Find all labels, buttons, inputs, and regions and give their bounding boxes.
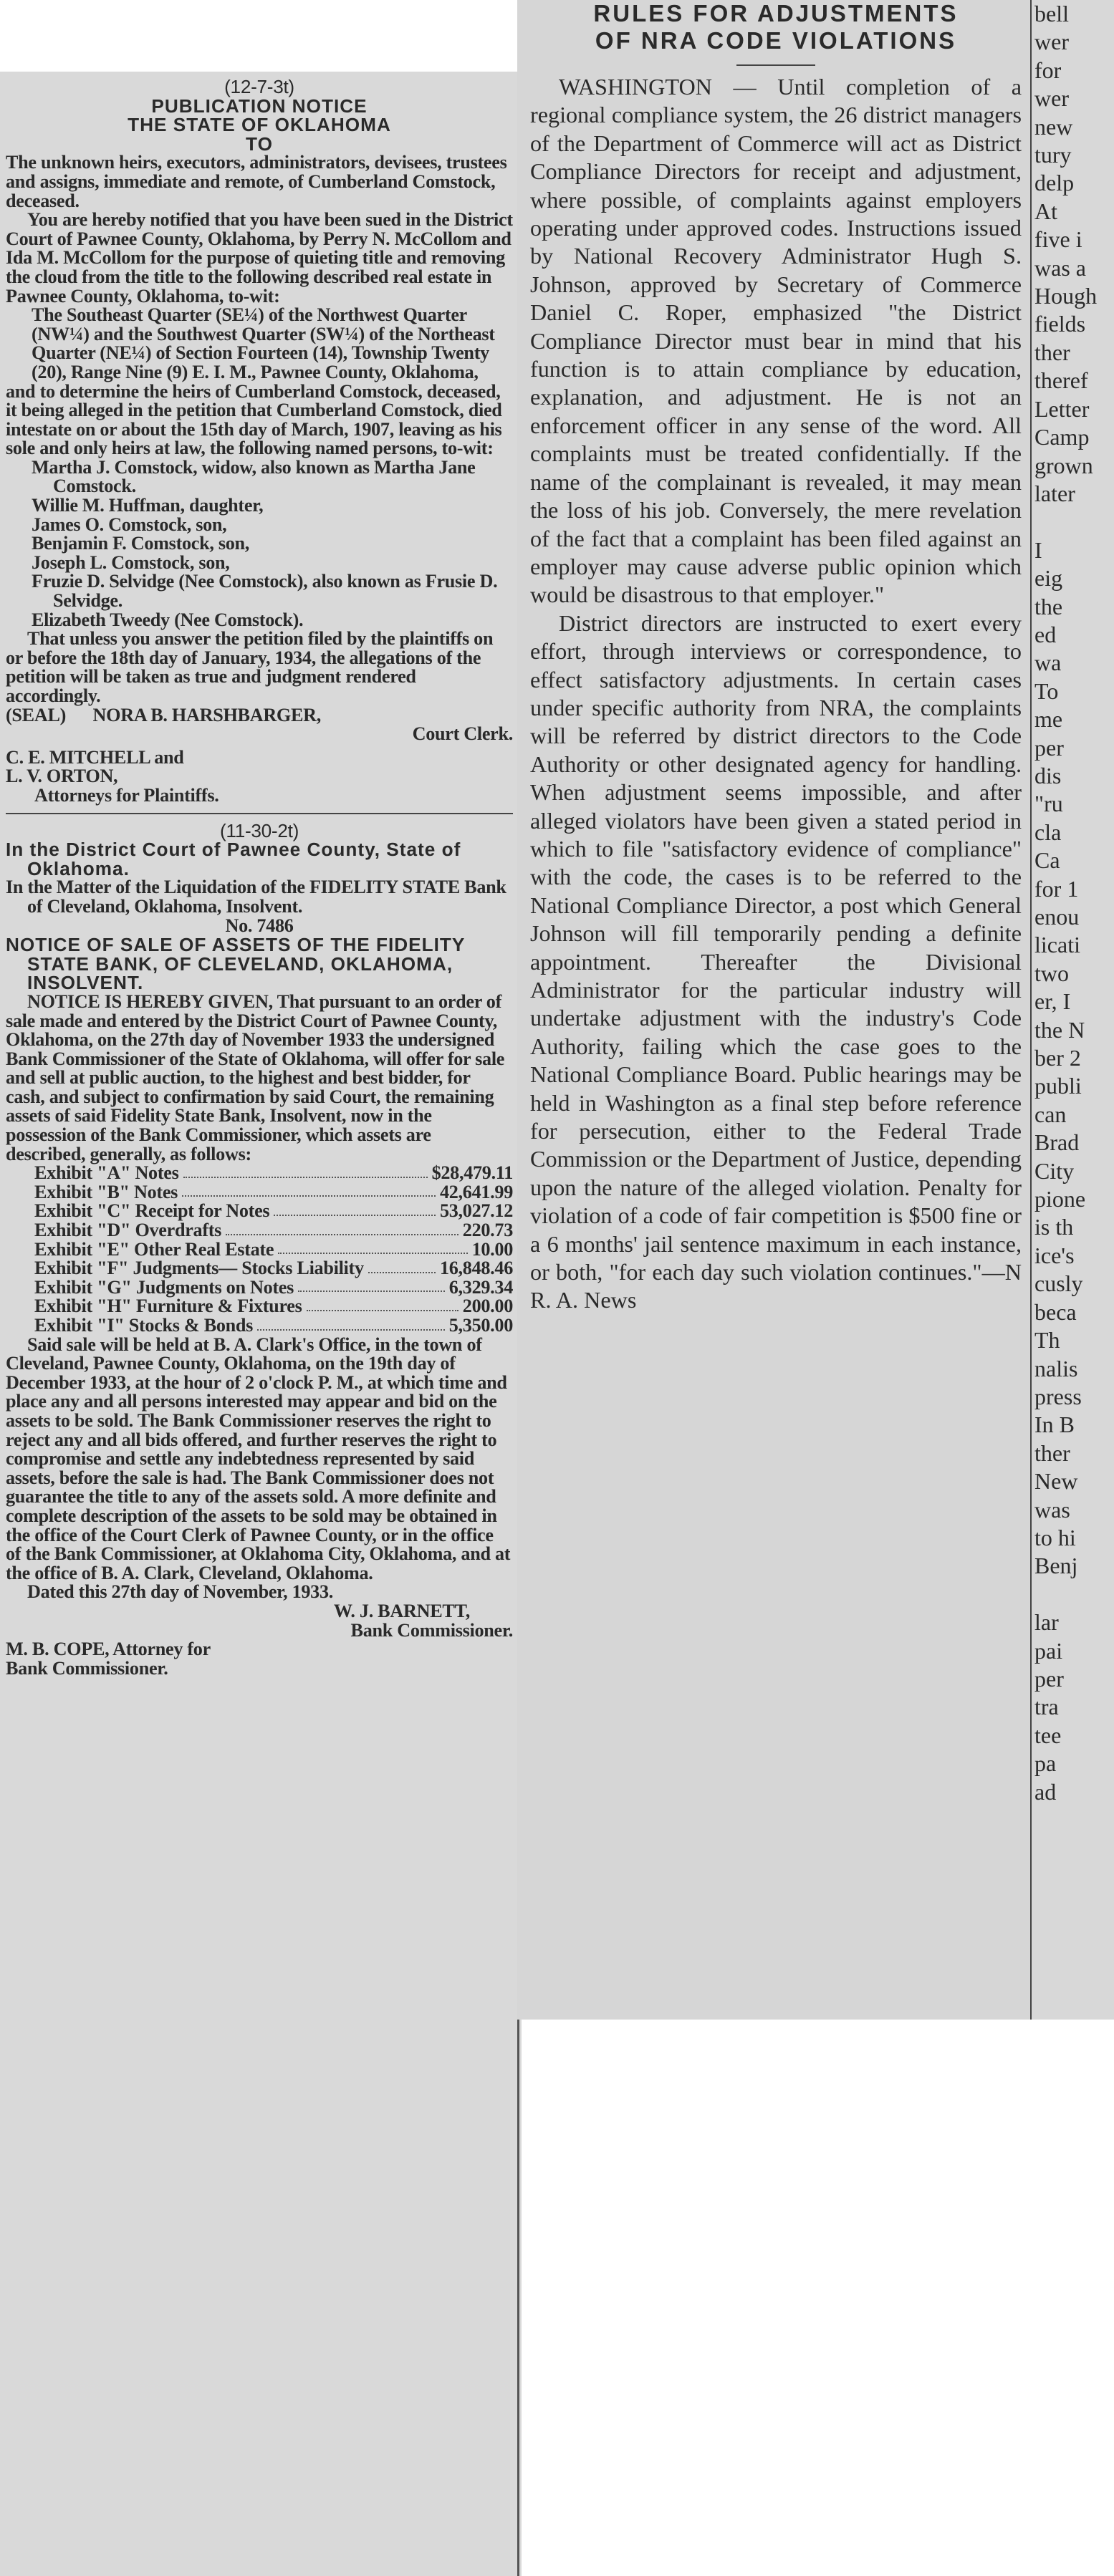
exhibit-row bbox=[6, 1259, 513, 1278]
truncated-line: delp bbox=[1034, 170, 1075, 196]
matter-heading: In the Matter of the Liquidation of the FIDELITY STATE Bank of Cleveland, Oklahoma, Insolvent. bbox=[6, 877, 506, 917]
sale-heading: NOTICE OF SALE OF ASSETS OF THE FIDELITY STATE BANK, OF CLEVELAND, OKLAHOMA, INSOLVENT. bbox=[6, 934, 465, 994]
exhibit-amount: 5,350.00 bbox=[448, 1315, 513, 1336]
truncated-line: To bbox=[1034, 677, 1059, 704]
notice-title: PUBLICATION NOTICE bbox=[151, 95, 368, 117]
exhibit-row bbox=[6, 1221, 513, 1240]
truncated-line: me bbox=[1034, 706, 1063, 733]
heir-item: Fruzie D. Selvidge (Nee Comstock), also known as Frusie D. Selvidge. bbox=[32, 571, 498, 612]
left-column bbox=[0, 77, 519, 1678]
heir-item: Willie M. Huffman, daughter, bbox=[32, 495, 264, 516]
notice-ref: (12-7-3t) bbox=[224, 76, 294, 97]
exhibit-label: Exhibit "B" Notes bbox=[34, 1181, 178, 1202]
truncated-line: bell bbox=[1034, 1, 1069, 26]
attorney-line: Bank Commissioner. bbox=[6, 1657, 168, 1679]
exhibit-label: Exhibit "A" Notes bbox=[34, 1162, 179, 1184]
exhibit-row bbox=[6, 1164, 513, 1183]
notice-to-line: THE STATE OF OKLAHOMA bbox=[128, 114, 391, 136]
signer-name: W. J. BARNETT, bbox=[333, 1600, 470, 1621]
exhibit-label: Exhibit "C" Receipt for Notes bbox=[34, 1200, 270, 1222]
exhibit-label: Exhibit "I" Stocks & Bonds bbox=[34, 1315, 254, 1336]
exhibit-amount: 16,848.46 bbox=[439, 1258, 513, 1279]
heir-item: Benjamin F. Comstock, son, bbox=[32, 533, 250, 554]
truncated-line: per bbox=[1034, 734, 1064, 761]
truncated-column bbox=[1034, 0, 1114, 1806]
exhibit-amount: 53,027.12 bbox=[439, 1200, 513, 1222]
heirs-list bbox=[6, 458, 513, 629]
truncated-line: press bbox=[1034, 1383, 1082, 1409]
truncated-line: fields bbox=[1034, 311, 1086, 337]
exhibit-label: Exhibit "G" Judgments on Notes bbox=[34, 1276, 294, 1298]
truncated-line: was a bbox=[1034, 254, 1086, 281]
truncated-line: Brad bbox=[1034, 1129, 1080, 1156]
exhibit-amount: 220.73 bbox=[462, 1220, 513, 1241]
heir-item: Elizabeth Tweedy (Nee Comstock). bbox=[32, 609, 304, 630]
truncated-line: new bbox=[1034, 113, 1073, 140]
truncated-line: theref bbox=[1034, 367, 1088, 394]
land-description: The Southeast Quarter (SE¼) of the Northwest Quarter (NW¼) and the Southwest Quarter (SW¼) of the Northeast Quarter (NE¼) of Section Fourteen (14), Township Twenty (20), Range Nine (9) E. I. M., Pawnee County, Oklahoma, bbox=[32, 304, 495, 382]
truncated-line: Ca bbox=[1034, 847, 1060, 874]
exhibit-label: Exhibit "F" Judgments— Stocks Liability bbox=[34, 1258, 364, 1279]
truncated-line: five i bbox=[1034, 226, 1082, 253]
clerk-title: Court Clerk. bbox=[412, 723, 513, 745]
notice-body-1: You are hereby notified that you have been sued in the District Court of Pawnee County, Oklahoma, by Perry N. McCollom and Ida M. McCollom for the purpose of quieting title and removing the cloud from the title to the following described real estate in Pawnee County, Oklahoma, to-wit: bbox=[6, 209, 513, 307]
truncated-line: for bbox=[1034, 57, 1062, 83]
truncated-line: licati bbox=[1034, 932, 1080, 958]
truncated-line: tra bbox=[1034, 1694, 1059, 1720]
exhibit-amount: 200.00 bbox=[462, 1296, 513, 1317]
truncated-line: Letter bbox=[1034, 395, 1090, 422]
notice-ref: (11-30-2t) bbox=[219, 819, 299, 841]
exhibit-row bbox=[6, 1183, 513, 1202]
exhibit-label: Exhibit "E" Other Real Estate bbox=[34, 1238, 274, 1260]
truncated-line: Camp bbox=[1034, 424, 1090, 450]
sale-body-1: NOTICE IS HEREBY GIVEN, That pursuant to an order of sale made and entered by the District Court of Pawnee County, Oklahoma, on the 27th day of November 1933 the undersigned Bank Commissioner of the State of Oklahoma, will offer for sale and sell at public auction, to the highest and best bidder, for cash, and subject to confirmation by said Court, the remaining assets of said Fidelity State Bank, Insolvent, now in the possession of the Bank Commissioner, which assets are described, generally, as follows: bbox=[6, 990, 505, 1164]
truncated-line: to hi bbox=[1034, 1524, 1076, 1550]
exhibit-amount: 42,641.99 bbox=[439, 1181, 513, 1202]
heir-item: James O. Comstock, son, bbox=[32, 513, 227, 535]
article-title-line-2: OF NRA CODE VIOLATIONS bbox=[595, 27, 957, 54]
exhibit-row bbox=[6, 1278, 513, 1298]
article-title-line-1: RULES FOR ADJUSTMENTS bbox=[593, 0, 959, 26]
truncated-line: cla bbox=[1034, 819, 1062, 845]
attorney-line: C. E. MITCHELL and bbox=[6, 746, 184, 768]
exhibit-list bbox=[6, 1164, 513, 1335]
right-clipping bbox=[1032, 0, 1114, 2020]
truncated-line: two bbox=[1034, 960, 1069, 986]
truncated-line: ther bbox=[1034, 339, 1070, 365]
truncated-line: per bbox=[1034, 1665, 1064, 1692]
exhibit-row bbox=[6, 1202, 513, 1221]
truncated-line: New bbox=[1034, 1468, 1078, 1495]
left-clipping bbox=[0, 72, 522, 2576]
truncated-line: Benj bbox=[1034, 1553, 1078, 1579]
case-number: No. 7486 bbox=[225, 915, 294, 936]
seal: (SEAL) bbox=[6, 704, 67, 725]
truncated-line bbox=[1034, 508, 1114, 536]
truncated-line: can bbox=[1034, 1101, 1067, 1127]
notice-body-3: That unless you answer the petition filed by the plaintiffs on or before the 18th day of January, 1934, the allegations of the petition will be taken as true and judgment rendered accordingly. bbox=[6, 628, 494, 706]
exhibit-row bbox=[6, 1240, 513, 1260]
truncated-line: pione bbox=[1034, 1186, 1086, 1212]
truncated-line: wa bbox=[1034, 650, 1062, 676]
sale-notice bbox=[6, 821, 513, 1679]
clerk-name: NORA B. HARSHBARGER, bbox=[92, 704, 322, 725]
attorney-line: Attorneys for Plaintiffs. bbox=[34, 784, 219, 806]
article-paragraph: WASHINGTON — Until completion of a regional compliance system, the 26 district managers of the Department of Commerce will act as District Compliance Directors for receipt and adjustment, where possible, of complaints against employers operating under approved codes. Instructions issued by National Recovery Administrator Hugh S. Johnson, approved by Secretary of Commerce Daniel C. Roper, emphasized "the District Compliance Director must bear in mind that his function is to attain compliance by education, explanation, and adjustment. He is not an enforcement officer in any sense of the word. All complaints must be treated confidentially. If the name of the complainant is revealed, it may mean the loss of his job. Conversely, the mere revelation of the fact that a complaint has been filed against an employer may cause adverse public opinion which would be disastrous to that employer." bbox=[530, 74, 1022, 608]
truncated-line: cusly bbox=[1034, 1270, 1083, 1297]
article-paragraph: District directors are instructed to exert every effort, through interviews or correspondence, to effect satisfactory adjustments. In certain cases under specific authority from NRA, the complaints will be referred by district directors to the Code Authority or other designated agency for handling. When adjustment seems impossible, and after alleged violators have been given a stated period in which to file "satisfactory evidence of compliance" with the code, the cases is to be referred to the National Compliance Director, a post which General Johnson will fill temporarily pending a definite appointment. Thereafter the Divisional Administrator for the particular industry will undertake adjustment with the industry's Code Authority, failing which the case goes to the National Compliance Board. Public hearings may be held in Washington as a final step before reference for persecution, either to the Federal Trade Commission or the Department of Justice, depending upon the nature of the alleged violation. Penalty for violation of a code of fair competition is $500 fine or a 6 months' jail sentence maximum in each instance, or both, "for each day such violation continues."—N R. A. News bbox=[530, 609, 1022, 1313]
exhibit-label: Exhibit "D" Overdrafts bbox=[34, 1220, 222, 1241]
truncated-line: lar bbox=[1034, 1609, 1059, 1636]
truncated-line: ber 2 bbox=[1034, 1045, 1081, 1071]
exhibit-row bbox=[6, 1316, 513, 1336]
truncated-line: In B bbox=[1034, 1412, 1075, 1438]
truncated-line: wer bbox=[1034, 85, 1069, 112]
truncated-line: for 1 bbox=[1034, 875, 1079, 902]
heir-item: Martha J. Comstock, widow, also known as Martha Jane Comstock. bbox=[32, 456, 476, 497]
truncated-line: was bbox=[1034, 1496, 1070, 1523]
exhibit-amount: 10.00 bbox=[471, 1238, 513, 1260]
truncated-line: I bbox=[1034, 536, 1042, 563]
middle-clipping bbox=[517, 0, 1032, 2020]
title-rule bbox=[736, 64, 815, 66]
truncated-line: ad bbox=[1034, 1778, 1057, 1805]
divider bbox=[6, 813, 513, 814]
truncated-line: City bbox=[1034, 1157, 1075, 1184]
truncated-line: Th bbox=[1034, 1327, 1060, 1354]
court-heading: In the District Court of Pawnee County, State of Oklahoma. bbox=[6, 839, 461, 879]
truncated-line: is th bbox=[1034, 1214, 1074, 1240]
truncated-line: the bbox=[1034, 593, 1063, 619]
truncated-line bbox=[1034, 1581, 1114, 1608]
article bbox=[530, 0, 1022, 1315]
notice-addressees: The unknown heirs, executors, administrators, devisees, trustees and assigns, immediate and remote, of Cumberland Comstock, deceased. bbox=[6, 152, 507, 211]
truncated-line: wer bbox=[1034, 29, 1069, 55]
truncated-line: Hough bbox=[1034, 283, 1098, 309]
exhibit-row bbox=[6, 1297, 513, 1316]
signer-title: Bank Commissioner. bbox=[350, 1619, 513, 1641]
attorney-line: M. B. COPE, Attorney for bbox=[6, 1639, 211, 1660]
truncated-line: eig bbox=[1034, 565, 1063, 592]
truncated-line: dis bbox=[1034, 762, 1062, 788]
truncated-line: ed bbox=[1034, 621, 1057, 647]
truncated-line: the N bbox=[1034, 1016, 1085, 1043]
truncated-line: ther bbox=[1034, 1439, 1070, 1466]
truncated-line: At bbox=[1034, 198, 1057, 224]
truncated-line: tury bbox=[1034, 142, 1072, 168]
seal-line bbox=[6, 706, 513, 725]
attorney-line: L. V. ORTON, bbox=[6, 766, 118, 787]
truncated-line: tee bbox=[1034, 1722, 1062, 1748]
heir-item: Joseph L. Comstock, son, bbox=[32, 551, 230, 573]
truncated-line: enou bbox=[1034, 904, 1080, 930]
exhibit-label: Exhibit "H" Furniture & Fixtures bbox=[34, 1296, 302, 1317]
dated-line: Dated this 27th day of November, 1933. bbox=[27, 1581, 333, 1603]
truncated-line: grown bbox=[1034, 452, 1093, 478]
truncated-line: beca bbox=[1034, 1298, 1077, 1325]
truncated-line: er, I bbox=[1034, 988, 1071, 1015]
publication-notice bbox=[6, 77, 513, 806]
sale-body-2: Said sale will be held at B. A. Clark's Office, in the town of Cleveland, Pawnee County, Oklahoma, on the 19th day of December 1933, at the hour of 2 o'clock P. M., at which time and place any and all persons interested may appear and bid on the assets to be sold. The Bank Commissioner reserves the right to reject any and all bids offered, and further reserves the right to compromise and settle any indebtedness represented by said assets, before the sale is had. The Bank Commissioner does not guarantee the title to any of the assets sold. A more definite and complete description of the assets to be sold may be obtained in the office of the Court Clerk of Pawnee County, or in the office of the Bank Commissioner, at Oklahoma City, Oklahoma, and at the office of B. A. Clark, Cleveland, Oklahoma. bbox=[6, 1333, 511, 1583]
truncated-line: later bbox=[1034, 480, 1075, 506]
truncated-line: publi bbox=[1034, 1073, 1082, 1099]
truncated-line: pa bbox=[1034, 1750, 1057, 1777]
truncated-line: "ru bbox=[1034, 791, 1063, 817]
exhibit-amount: 6,329.34 bbox=[448, 1276, 513, 1298]
truncated-line: pai bbox=[1034, 1637, 1063, 1664]
notice-body-2: and to determine the heirs of Cumberland Comstock, deceased, it being alleged in the petition that Cumberland Comstock, died intestate on or about the 15th day of March, 1907, leaving as his sole and only heirs at law, the following named persons, to-wit: bbox=[6, 380, 502, 459]
notice-to: TO bbox=[246, 132, 273, 155]
exhibit-amount: $28,479.11 bbox=[431, 1162, 513, 1184]
truncated-line: nalis bbox=[1034, 1355, 1078, 1381]
truncated-line: ice's bbox=[1034, 1242, 1075, 1268]
